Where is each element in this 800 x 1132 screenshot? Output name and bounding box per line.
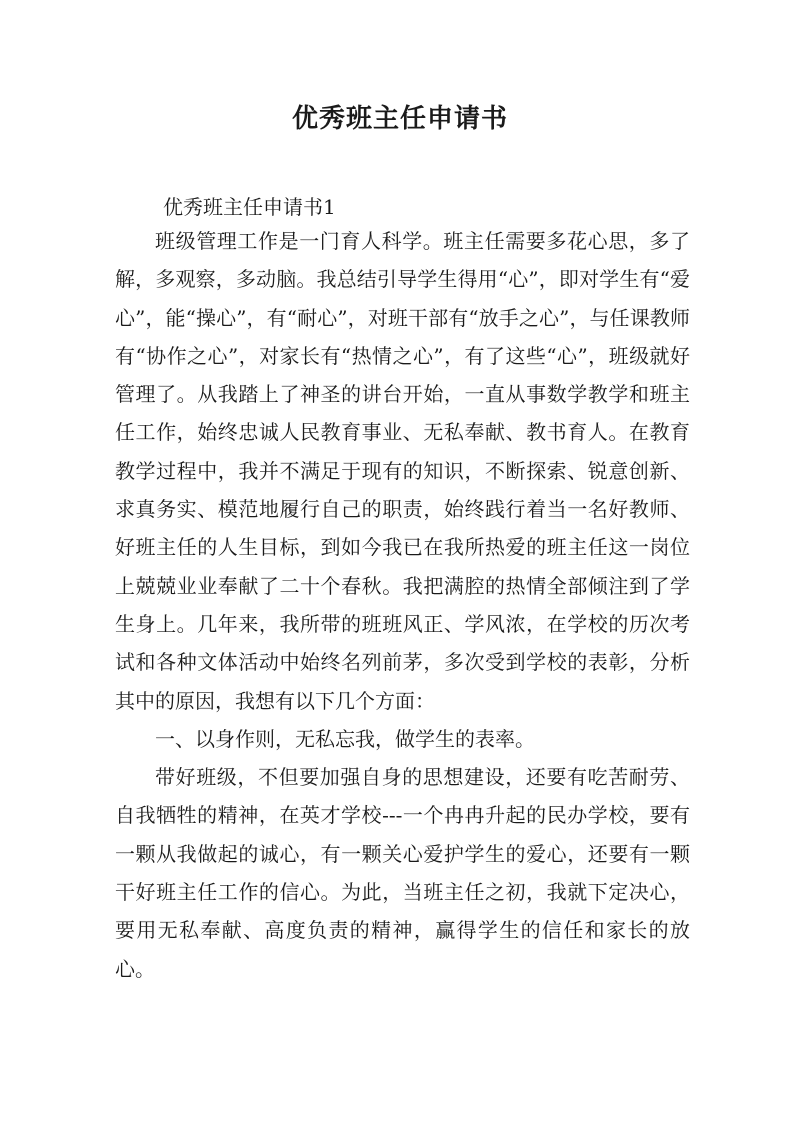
paragraph: 一、以身作则，无私忘我，做学生的表率。 [155, 726, 535, 751]
paragraph: 带好班级，不但要加强自身的思想建设，还要有吃苦耐劳、自我牺牲的精神，在英才学校---一个冉冉升起的民办学校，要有一颗从我做起的诚心，有一颗关心爱护学生的爱心，还要有一颗干好班主任工作的信心。为此，当班主任之初，我就下定决心，要用无私奉献、高度负责的精神，赢得学生的信任和家长的放心。 [115, 765, 690, 981]
document-body [115, 222, 690, 988]
section-heading: 优秀班主任申请书1 [163, 195, 336, 219]
page-title: 优秀班主任申请书 [291, 104, 508, 134]
paragraph: 班级管理工作是一门育人科学。班主任需要多花心思，多了解，多观察，多动脑。我总结引导学生得用“心”，即对学生有“爱心”，能“操心”，有“耐心”，对班干部有“放手之心”，与任课教师有“协作之心”，对家长有“热情之心”，有了这些“心”，班级就好管理了。从我踏上了神圣的讲台开始，一直从事数学教学和班主任工作，始终忠诚人民教育事业、无私奉献、教书育人。在教育教学过程中，我并不满足于现有的知识，不断探索、锐意创新、求真务实、模范地履行自己的职责，始终践行着当一名好教师、好班主任的人生目标，到如今我已在我所热爱的班主任这一岗位上兢兢业业奉献了二十个春秋。我把满腔的热情全部倾注到了学生身上。几年来，我所带的班班风正、学风浓，在学校的历次考试和各种文体活动中始终名列前茅，多次受到学校的表彰，分析其中的原因，我想有以下几个方面： [115, 229, 690, 713]
